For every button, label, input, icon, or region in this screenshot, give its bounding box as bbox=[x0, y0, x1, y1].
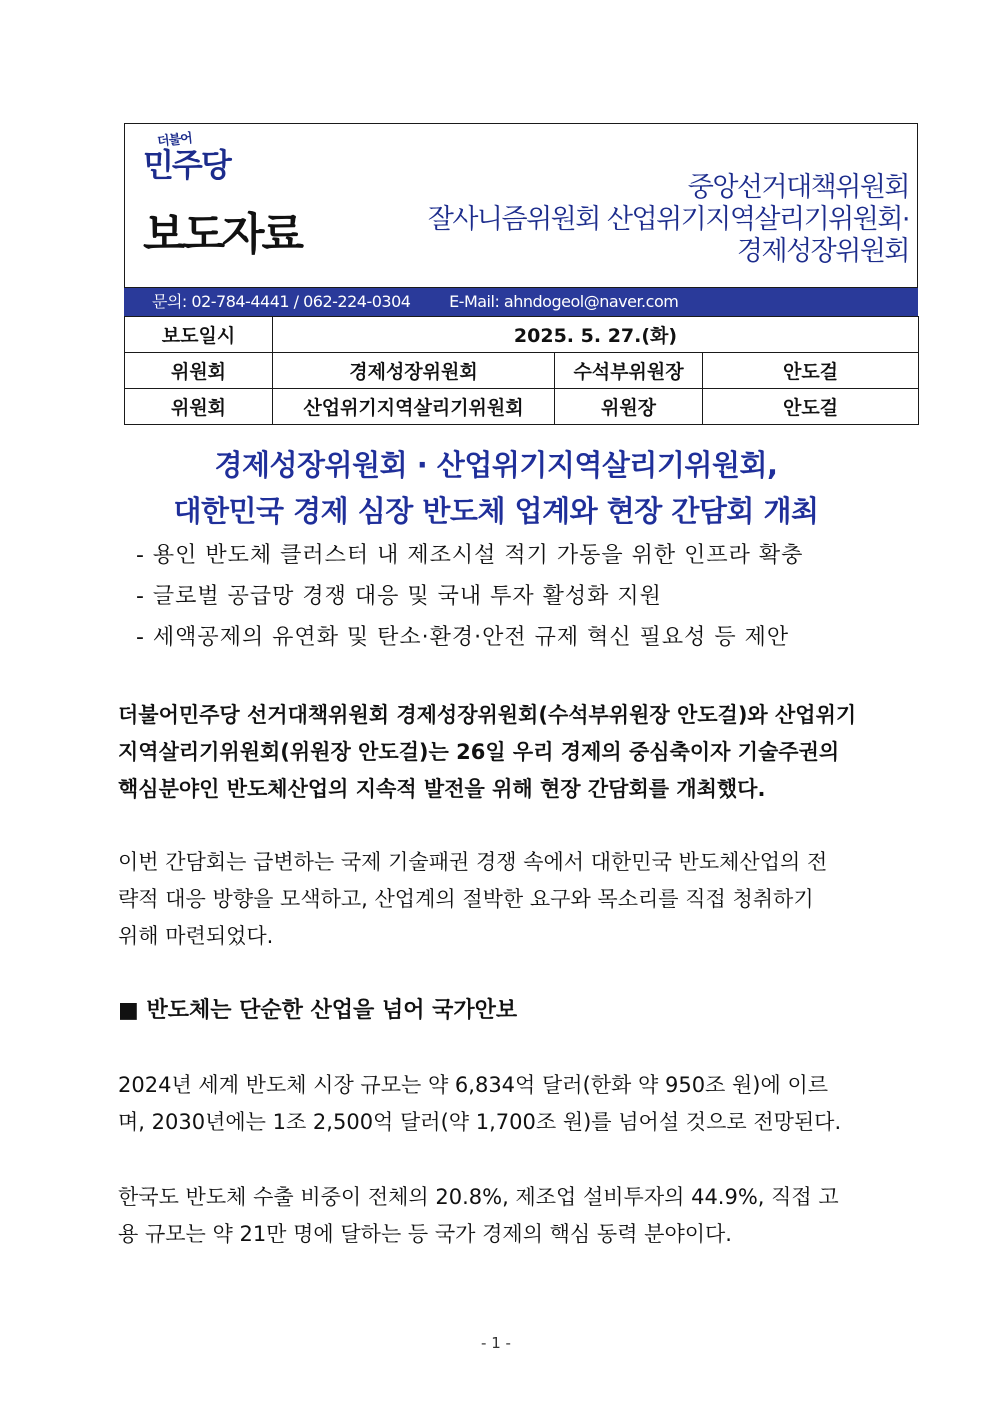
table-cell: 위원장 bbox=[555, 389, 703, 425]
committee-line: 경제성장위원회 bbox=[736, 236, 909, 267]
subheadline-list bbox=[136, 535, 803, 658]
table-cell: 수석부위원장 bbox=[555, 353, 703, 389]
table-cell: 위원회 bbox=[125, 353, 273, 389]
table-cell: 안도걸 bbox=[703, 353, 919, 389]
contact-email[interactable]: E-Mail: ahndogeol@naver.com bbox=[449, 292, 679, 311]
market-paragraph bbox=[118, 1067, 878, 1141]
page-number: - 1 - bbox=[481, 1334, 511, 1352]
contact-phone: 문의: 02-784-4441 / 062-224-0304 bbox=[152, 292, 411, 311]
table-row bbox=[125, 353, 919, 389]
table-cell: 안도걸 bbox=[703, 389, 919, 425]
paragraph-line: 2024년 세계 반도체 시장 규모는 약 6,834억 달러(한화 약 950조 원)에 이르 bbox=[118, 1073, 829, 1097]
subheadline-item: - 글로벌 공급망 경쟁 대응 및 국내 투자 활성화 지원 bbox=[136, 584, 662, 609]
press-release-header bbox=[124, 123, 918, 288]
korea-paragraph bbox=[118, 1179, 878, 1253]
release-date-value: 2025. 5. 27.(화) bbox=[273, 317, 919, 353]
table-row bbox=[125, 317, 919, 353]
table-cell: 경제성장위원회 bbox=[273, 353, 555, 389]
release-label: 보도자료 bbox=[143, 209, 302, 260]
subheadline-item: - 세액공제의 유연화 및 탄소·환경·안전 규제 혁신 필요성 등 제안 bbox=[136, 625, 790, 650]
headline bbox=[0, 442, 992, 534]
intro-paragraph bbox=[118, 697, 878, 808]
contact-bar bbox=[124, 288, 918, 316]
release-info-table bbox=[124, 316, 919, 425]
subheadline-item: - 용인 반도체 클러스터 내 제조시설 적기 가동을 위한 인프라 확충 bbox=[136, 543, 804, 568]
paragraph-line: 한국도 반도체 수출 비중이 전체의 20.8%, 제조업 설비투자의 44.9%, 직접 고 bbox=[118, 1185, 839, 1209]
paragraph-line: 이번 간담회는 급변하는 국제 기술패권 경쟁 속에서 대한민국 반도체산업의 전 bbox=[118, 850, 828, 874]
table-row bbox=[125, 389, 919, 425]
paragraph-line: 지역살리기위원회(위원장 안도걸)는 26일 우리 경제의 중심축이자 기술주권의 bbox=[118, 740, 840, 764]
purpose-paragraph bbox=[118, 844, 878, 955]
paragraph-line: 략적 대응 방향을 모색하고, 산업계의 절박한 요구와 목소리를 직접 청취하기 bbox=[118, 887, 814, 911]
headline-line: 대한민국 경제 심장 반도체 업계와 현장 간담회 개최 bbox=[173, 494, 819, 528]
committee-line: 중앙선거대책위원회 bbox=[687, 172, 909, 203]
table-cell: 산업위기지역살리기위원회 bbox=[273, 389, 555, 425]
release-date-label: 보도일시 bbox=[125, 317, 273, 353]
paragraph-line: 며, 2030년에는 1조 2,500억 달러(약 1,700조 원)를 넘어설 것으로 전망된다. bbox=[118, 1110, 842, 1134]
committee-line: 잘사니즘위원회 산업위기지역살리기위원회· bbox=[427, 204, 909, 235]
paragraph-line: 더불어민주당 선거대책위원회 경제성장위원회(수석부위원장 안도걸)와 산업위기 bbox=[118, 703, 857, 727]
party-logo: 민주당 bbox=[143, 146, 230, 184]
paragraph-line: 핵심분야인 반도체산업의 지속적 발전을 위해 현장 간담회를 개최했다. bbox=[118, 777, 766, 801]
committee-names bbox=[428, 172, 909, 268]
paragraph-line: 위해 마련되었다. bbox=[118, 924, 274, 948]
party-logo-small-text: 더불어 bbox=[156, 131, 193, 150]
paragraph-line: 용 규모는 약 21만 명에 달하는 등 국가 경제의 핵심 동력 분야이다. bbox=[118, 1222, 732, 1246]
table-cell: 위원회 bbox=[125, 389, 273, 425]
headline-line: 경제성장위원회 · 산업위기지역살리기위원회, bbox=[214, 448, 778, 482]
section-heading: ■ 반도체는 단순한 산업을 넘어 국가안보 bbox=[118, 998, 518, 1023]
